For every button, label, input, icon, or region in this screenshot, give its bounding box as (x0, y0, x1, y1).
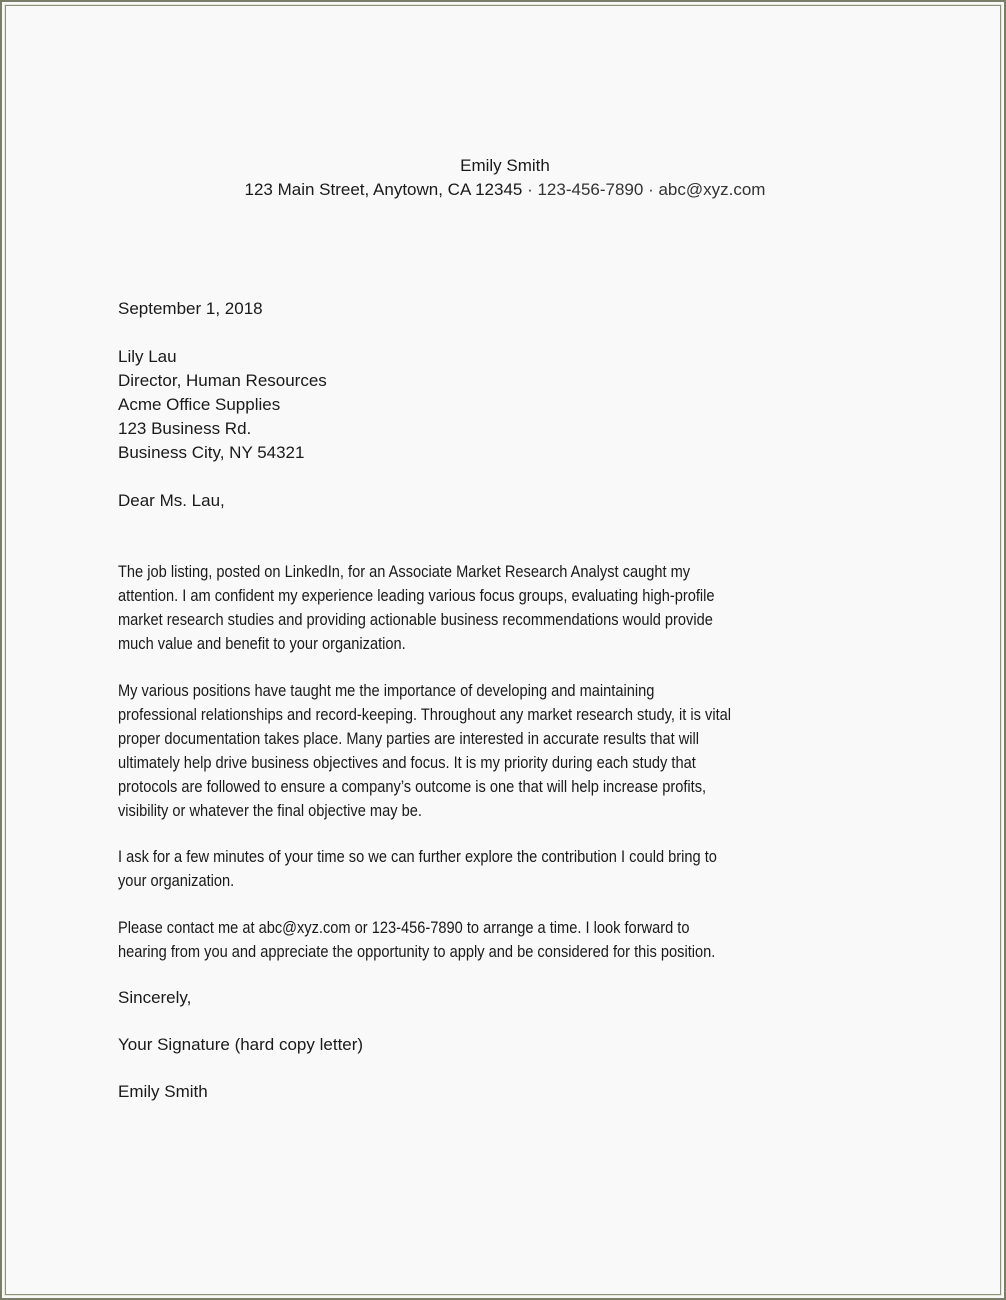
recipient-city: Business City, NY 54321 (118, 443, 305, 462)
paragraph-line: proper documentation takes place. Many parties are interested in accurate results that will (118, 729, 700, 748)
paragraph-line: market research studies and providing actionable business recommendations would provide (118, 610, 713, 629)
sender-name: Emily Smith (460, 156, 550, 175)
sender-address: 123 Main Street, Anytown, CA 12345 (244, 180, 523, 199)
paragraph-line: My various positions have taught me the importance of developing and maintaining (118, 681, 655, 700)
paragraph-line: Please contact me at abc@xyz.com or 123-456-7890 to arrange a time. I look forward to (118, 918, 690, 937)
paragraph-line: professional relationships and record-keeping. Throughout any market research study, it is vital (118, 705, 732, 724)
separator: · (643, 180, 659, 199)
paragraph-line: attention. I am confident my experience leading various focus groups, evaluating high-profile (118, 586, 715, 605)
salutation: Dear Ms. Lau, (118, 491, 225, 510)
signature-placeholder: Your Signature (hard copy letter) (118, 1035, 364, 1054)
paragraph-line: I ask for a few minutes of your time so we can further explore the contribution I could bring to (118, 847, 717, 866)
paragraph-line: much value and benefit to your organization. (118, 634, 406, 653)
paragraph-line: ultimately help drive business objectives and focus. It is my priority during each study that (118, 753, 696, 772)
letter-date: September 1, 2018 (118, 299, 263, 318)
paragraph-line: The job listing, posted on LinkedIn, for an Associate Market Research Analyst caught my (118, 562, 691, 581)
recipient-name: Lily Lau (118, 347, 177, 366)
paragraph-line: visibility or whatever the final objective may be. (118, 801, 422, 820)
recipient-title: Director, Human Resources (118, 371, 327, 390)
recipient-street: 123 Business Rd. (118, 419, 252, 438)
paragraph-line: protocols are followed to ensure a company’s outcome is one that will help increase profits, (118, 777, 707, 796)
separator: · (522, 180, 538, 199)
closing: Sincerely, (118, 988, 192, 1007)
paragraph-line: your organization. (118, 871, 235, 890)
sender-email: abc@xyz.com (658, 180, 766, 199)
paragraph-line: hearing from you and appreciate the opportunity to apply and be considered for this position. (118, 942, 716, 961)
sender-contact-line (2, 178, 1006, 202)
recipient-company: Acme Office Supplies (118, 395, 281, 414)
signer-name: Emily Smith (118, 1082, 208, 1101)
sender-phone: 123-456-7890 (537, 180, 644, 199)
